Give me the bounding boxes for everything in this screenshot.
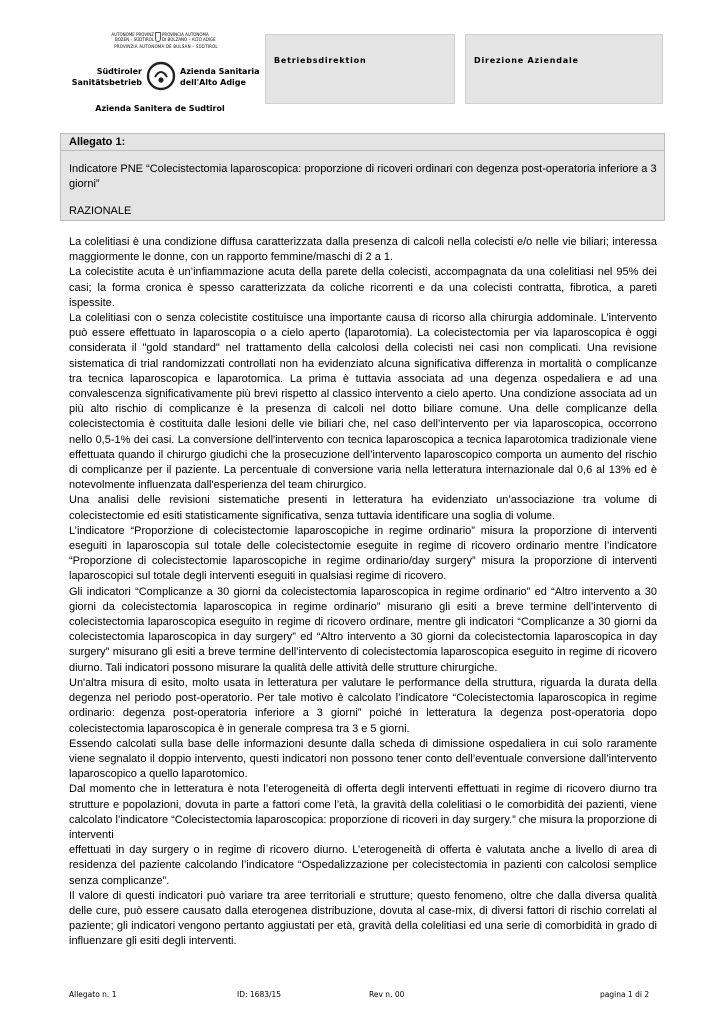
organization-logo-block bbox=[60, 28, 260, 128]
paragraph: Il valore di questi indicatori può variare tra aree territoriali e strutture; questo fenomeno, oltre che dalla diversa qualità delle cure, può essere causato dalla eterogenea distribuzione, dovuta al case-mix, di diversi fattori di rischio correlati al paziente; gli indicatori vengono pertanto aggiustati per età, gravità della colelitiasi ed una serie di comorbidità in grado di influenzare gli esiti degli interventi. bbox=[69, 889, 657, 948]
footer-document-id: ID: 1683/15 bbox=[237, 990, 282, 999]
paragraph: Essendo calcolati sulla base delle informazioni desunte dalla scheda di dimissione ospedaliera in cui solo raramente viene segnalato il doppio intervento, questi indicatori non possono tener conto dell’eventuale conversione dall’intervento laparoscopico a quello laparotomico. bbox=[69, 737, 657, 781]
paragraph: Un'altra misura di esito, molto usata in letteratura per valutare le performance della struttura, riguarda la durata della degenza nel periodo post-operatorio. Per tale motivo è calcolato l’indicatore “Colecistectomia laparoscopica in regime ordinario: degenza post-operatoria inferiore a 3 giorni” poiché in letteratura la degenza post-operatoria dopo colecistectomia laparoscopica è in generale compresa tra 3 e 5 giorni. bbox=[69, 676, 657, 735]
document-body bbox=[69, 235, 657, 950]
health-service-logo-icon bbox=[146, 61, 176, 91]
paragraph: L’indicatore “Proporzione di colecistectomie laparoscopiche in regime ordinario” misura la proporzione di interventi eseguiti in laparoscopia sul totale delle colecistectomie eseguite in regime di ricovero ordinario mentre l’indicatore “Proporzione di colecistectomie laparoscopiche in regime ordinario/day surgery” misura la proporzione di interventi laparoscopici sul totale degli interventi eseguiti in qualsiasi regime di ricovero. bbox=[69, 524, 657, 583]
paragraph: Dal momento che in letteratura è nota l’eterogeneità di offerta degli interventi effettuati in regime di ricovero diurno tra strutture e popolazioni, dovuta in parte a fattori come l’età, la gravità della colelitiasi o le comorbidità dei pazienti, viene calcolato l’indicatore “Colecistectomia laparoscopica: proporzione di ricoveri in day surgery.” che misura la proporzione di interventi bbox=[69, 783, 657, 841]
paragraph: La colelitiasi è una condizione diffusa caratterizzata dalla presenza di calcoli nella colecisti e/o nelle vie biliari; interessa maggiormente le donne, con un rapporto femmine/maschi di 2 a 1. bbox=[69, 236, 657, 264]
footer-page-number: pagina 1 di 2 bbox=[600, 990, 650, 999]
allegato-title: Allegato 1: bbox=[69, 136, 126, 148]
footer-document-number: Allegato n. 1 bbox=[69, 990, 117, 999]
section-heading: RAZIONALE bbox=[69, 205, 132, 217]
province-name-lad: PROVINZIA AUTONOMA DE BULSAN – SÜDTIROL bbox=[114, 44, 218, 49]
province-name-it: PROVINCIA AUTONOMA DI BOLZANO – ALTO ADIGE bbox=[162, 32, 216, 42]
header-box-betriebsdirektion bbox=[265, 34, 455, 104]
paragraph: effettuati in day surgery o in regime di ricovero diurno. L’eterogeneità di offerta è valutata anche a livello di area di residenza del paziente calcolando l’indicatore “Ospedalizzazione per colecistectomia in pazienti con calcolosi semplice senza complicanze”. bbox=[69, 844, 657, 887]
header-box-direzione-aziendale bbox=[465, 34, 663, 104]
header-box-label: Direzione Aziendale bbox=[474, 56, 579, 65]
org-name-it: Azienda Sanitaria dell'Alto Adige bbox=[180, 67, 260, 87]
paragraph: La colelitiasi con o senza colecistite costituisce una importante causa di ricorso alla chirurgia addominale. L’intervento può essere effettuato in laparoscopia o a cielo aperto (laparotomia). La colecistectomia per via laparoscopica è oggi considerata il "gold standard" nel trattamento della calcolosi della colecisti nei casi non complicati. Una revisione sistematica di trial randomizzati controllati non ha evidenziato alcuna significativa differenza in mortalità o complicanze tra tecnica laparoscopica e laparotomica. La prima è tuttavia associata ad una degenza ospedaliera e ad una convalescenza significativamente più brevi rispetto al classico intervento a cielo aperto. Una condizione associata ad un più alto rischio di complicanze è la presenza di calcoli nel dotto biliare comune. Una delle complicanze della colecistectomia è costituita dalle lesioni delle vie biliari che, nel caso dell’intervento per via laparoscopica, occorrono nello 0,5-1% dei casi. La conversione dell'intervento con tecnica laparoscopica a tecnica laparotomica tradizionale viene effettuata quando il chirurgo giudichi che la prosecuzione dell’intervento laparoscopico comporta un aumento del rischio di complicanze per il paziente. La percentuale di conversione varia nella letteratura internazionale dal 0,6 al 13% ed è notevolmente influenzata dall'esperienza del team chirurgico. bbox=[69, 312, 657, 492]
indicator-title: Indicatore PNE “Colecistectomia laparoscopica: proporzione di ricoveri ordinari con degenza post-operatoria inferiore a 3 giorni” bbox=[69, 163, 657, 190]
header-box-label: Betriebsdirektion bbox=[274, 56, 367, 65]
paragraph: Gli indicatori “Complicanze a 30 giorni da colecistectomia laparoscopica in regime ordinario” ed “Altro intervento a 30 giorni da colecistectomia laparoscopica in regime ordinario” misurano gli esiti a breve termine dell’intervento di colecistectomia laparoscopica eseguito in regime di ricovero ordinare, mentre gli indicatori “Complicanze a 30 giorni da colecistectomia laparoscopica in day surgery” ed “Altro intervento a 30 giorni da colecistectomia laparoscopica in day surgery” misurano gli esiti a breve termine dell’intervento di colecistectomia laparoscopica eseguito in regime di ricovero diurno. Tali indicatori possono misurare la qualità delle attività delle strutture chirurgiche. bbox=[69, 585, 657, 674]
allegato-box bbox=[60, 133, 665, 221]
province-name-de: AUTONOME PROVINZ BOZEN – SÜDTIROL bbox=[111, 32, 154, 42]
footer-revision: Rev n. 00 bbox=[369, 990, 405, 999]
paragraph: La colecistite acuta è un’infiammazione acuta della parete della colecisti, accompagnata da una colelitiasi nel 95% dei casi; la forma cronica è spesso caratterizzata da coliche ricorrenti e da una colecisti contratta, fibrotica, a pareti ispessite. bbox=[69, 266, 657, 309]
paragraph: Una analisi delle revisioni sistematiche presenti in letteratura ha evidenziato un’associazione tra volume di colecistectomie ed esiti statisticamente significativa, senza tuttavia identificare una soglia di volume. bbox=[69, 494, 657, 522]
org-name-lad: Azienda Sanitera de Sudtirol bbox=[95, 104, 225, 113]
org-name-de: Südtiroler Sanitätsbetrieb bbox=[71, 67, 142, 87]
allegato-divider bbox=[61, 150, 664, 151]
province-emblem-icon bbox=[155, 32, 161, 42]
